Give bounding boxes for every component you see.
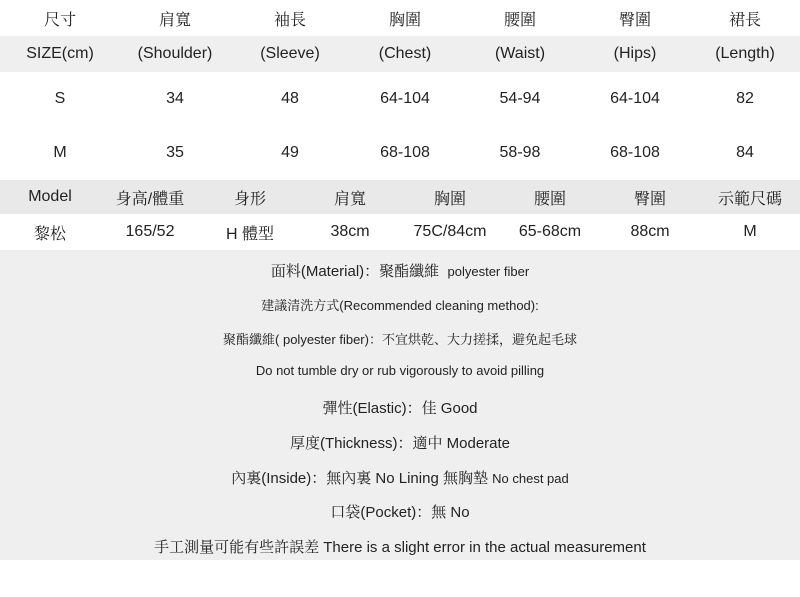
model-header-body-shape: 身形 (233, 190, 266, 208)
size-s-shoulder: 34 (166, 90, 184, 107)
size-s-hips: 64-104 (610, 90, 660, 107)
cleaning-en: Do not tumble dry or rub vigorously to avoid pilling (255, 363, 545, 378)
header-hips-en: (Hips) (613, 45, 657, 62)
header-chest-cn: 胸圍 (388, 11, 421, 29)
header-sleeve-en: (Sleeve) (260, 45, 320, 62)
model-height-weight: 165/52 (125, 223, 175, 240)
material-line (0, 260, 800, 281)
model-header-shoulder: 肩寬 (333, 190, 366, 208)
size-s-sleeve: 48 (281, 90, 299, 107)
size-s-chest: 64-104 (380, 90, 430, 107)
model-header-row (0, 180, 800, 214)
size-m-length: 84 (736, 144, 754, 161)
model-table (0, 180, 800, 250)
model-header-height-weight: 身高/體重 (115, 190, 185, 208)
inside-en: No chest pad (492, 471, 569, 486)
material-en: polyester fiber (447, 264, 530, 279)
material-label: 面料(Material)：聚酯纖維 (270, 263, 440, 280)
header-hips-cn: 臀圍 (618, 11, 651, 29)
size-m-hips: 68-108 (610, 144, 660, 161)
header-chest-en: (Chest) (378, 45, 432, 62)
header-sleeve-cn: 袖長 (273, 11, 306, 29)
inside-line (0, 467, 800, 488)
model-name: 黎松 (33, 225, 66, 243)
header-waist-en: (Waist) (494, 45, 546, 62)
model-header-size-worn: 示範尺碼 (717, 190, 782, 208)
header-shoulder-en: (Shoulder) (137, 45, 213, 62)
size-s-length: 82 (736, 90, 754, 107)
size-m-shoulder: 35 (166, 144, 184, 161)
model-header-hips: 臀圍 (633, 190, 666, 208)
header-length-en: (Length) (715, 45, 775, 62)
model-header-waist: 腰圍 (533, 190, 566, 208)
size-header-cn-row (0, 0, 800, 36)
model-shoulder: 38cm (330, 223, 370, 240)
cleaning-cn: 聚酯纖維( polyester fiber)：不宜烘乾、大力搓揉，避免起毛球 (223, 332, 577, 347)
model-hips: 88cm (630, 223, 670, 240)
measurement-note: 手工測量可能有些許誤差 There is a slight error in the actual measurement (154, 539, 646, 556)
model-header-chest: 胸圍 (433, 190, 466, 208)
cleaning-title: 建議清洗方式(Recommended cleaning method): (261, 298, 539, 313)
size-m-label: M (53, 144, 67, 161)
thickness-line: 厚度(Thickness)：適中 Moderate (289, 435, 511, 452)
table-row (0, 214, 800, 250)
model-chest: 75C/84cm (413, 223, 487, 240)
model-header-model: Model (28, 188, 72, 205)
size-header-en-row (0, 36, 800, 72)
size-m-chest: 68-108 (380, 144, 430, 161)
size-s-label: S (54, 90, 66, 107)
size-table (0, 0, 800, 180)
model-size-worn: M (743, 223, 757, 240)
size-m-sleeve: 49 (281, 144, 299, 161)
product-info-block (0, 250, 800, 560)
model-body-shape: H 體型 (225, 225, 274, 243)
table-row (0, 126, 800, 180)
header-size-en: SIZE(cm) (26, 45, 94, 62)
size-m-waist: 58-98 (499, 144, 541, 161)
header-size-cn: 尺寸 (43, 11, 76, 29)
table-row (0, 72, 800, 126)
header-waist-cn: 腰圍 (503, 11, 536, 29)
elastic-line: 彈性(Elastic)：佳 Good (322, 400, 478, 417)
pocket-line: 口袋(Pocket)：無 No (330, 504, 470, 521)
inside-label: 內裏(Inside)：無內裏 No Lining 無胸墊 (231, 470, 488, 487)
model-waist: 65-68cm (518, 223, 582, 240)
size-s-waist: 54-94 (499, 90, 541, 107)
header-shoulder-cn: 肩寬 (158, 11, 191, 29)
header-length-cn: 裙長 (728, 11, 761, 29)
